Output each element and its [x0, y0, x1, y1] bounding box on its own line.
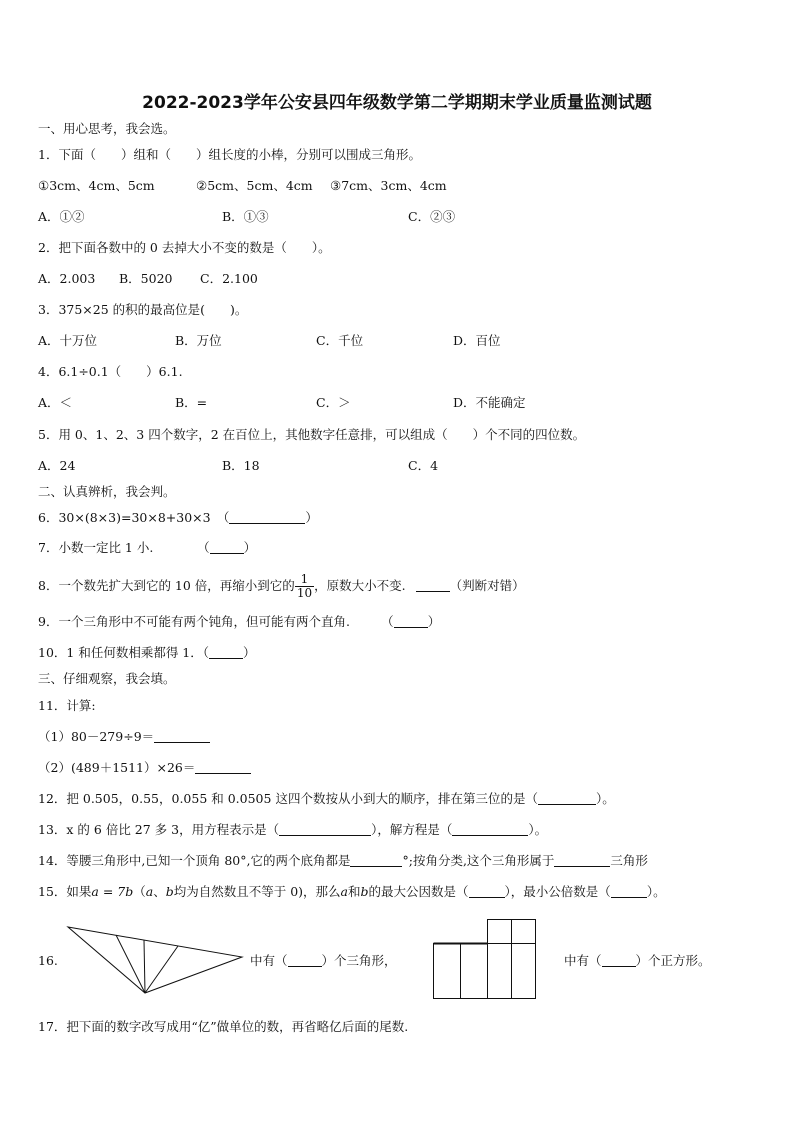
- answer-blank[interactable]: [611, 885, 647, 898]
- answer-blank[interactable]: [554, 854, 610, 867]
- answer-blank[interactable]: [394, 615, 428, 628]
- question-6: [38, 510, 318, 526]
- triangle-figure: [66, 923, 248, 995]
- q1-group-1: ①3cm、4cm、5cm: [38, 178, 155, 193]
- answer-blank[interactable]: [195, 761, 251, 774]
- q16-square-text: 中有（: [564, 953, 602, 968]
- answer-blank[interactable]: [210, 541, 244, 554]
- answer-blank[interactable]: [602, 954, 636, 967]
- page-title: 2022-2023学年公安县四年级数学第二学期期末学业质量监测试题: [142, 93, 652, 113]
- q3-option-c[interactable]: C．千位: [316, 333, 364, 348]
- q16-triangle-tail: ）个三角形，: [321, 953, 397, 968]
- q16-triangle-text: 中有（: [250, 953, 288, 968]
- section-heading-1: 一、用心思考，我会选。: [38, 121, 176, 136]
- q13-text-mid: ），解方程是（: [371, 822, 453, 837]
- q8-tail: （判断对错）: [449, 578, 525, 593]
- q11-part-1-text: （1）80－279÷9＝: [38, 729, 155, 744]
- q15-text-2: （: [133, 884, 146, 899]
- q4-option-d[interactable]: D．不能确定: [453, 395, 526, 410]
- answer-blank[interactable]: [538, 792, 596, 805]
- question-3: 3．375×25 的积的最高位是( )。: [38, 302, 248, 317]
- question-17: 17．把下面的数字改写成用“亿”做单位的数，再省略亿后面的尾数.: [38, 1019, 409, 1034]
- question-13: [38, 822, 547, 838]
- q9-text: 9．一个三角形中不可能有两个钝角，但可能有两个直角. （: [38, 614, 394, 629]
- q15-text-3: 、: [153, 884, 166, 899]
- q14-text: 14．等腰三角形中,已知一个顶角 80°,它的两个底角都是: [38, 853, 351, 868]
- question-2: 2．把下面各数中的 0 去掉大小不变的数是（ ）。: [38, 240, 331, 255]
- question-8: [38, 571, 525, 601]
- q1-group-3: ③7cm、3cm、4cm: [330, 178, 447, 193]
- q6-tail: ）: [305, 510, 318, 525]
- q15-var-b: b: [165, 884, 174, 899]
- fraction-numerator: 1: [295, 573, 314, 587]
- question-10: [38, 645, 256, 661]
- q2-option-c[interactable]: C．2.100: [200, 271, 258, 286]
- question-9: [38, 614, 440, 630]
- q15-text-5: 和: [348, 884, 361, 899]
- q4-option-a[interactable]: A．＜: [38, 395, 73, 410]
- q4-option-b[interactable]: B．=: [175, 395, 208, 410]
- q11-part-2-text: （2）(489＋1511）×26＝: [38, 760, 196, 775]
- q12-tail: ）。: [595, 791, 615, 806]
- question-14: [38, 853, 648, 869]
- q7-tail: ）: [243, 540, 257, 555]
- q15-text-6: 的最大公因数是（: [368, 884, 469, 899]
- question-1: 1．下面（ ）组和（ ）组长度的小棒，分别可以围成三角形。: [38, 147, 421, 162]
- q5-option-a[interactable]: A．24: [38, 458, 76, 473]
- q3-option-a[interactable]: A．十万位: [38, 333, 98, 348]
- q4-option-c[interactable]: C．＞: [316, 395, 351, 410]
- q14-tail: 三角形: [610, 853, 648, 868]
- q16-square-question: [564, 953, 711, 969]
- q15-text-4: 均为自然数且不等于 0)，那么: [173, 884, 341, 899]
- q12-text: 12．把 0.505，0.55，0.055 和 0.0505 这四个数按从小到大的顺序，排在第三位的是（: [38, 791, 538, 806]
- question-15: [38, 884, 666, 900]
- question-16-number: 16.: [38, 953, 58, 968]
- q14-text-mid: °;按角分类,这个三角形属于: [402, 853, 555, 868]
- q1-option-b[interactable]: B．①③: [222, 209, 269, 224]
- q9-tail: ）: [427, 614, 441, 629]
- answer-blank[interactable]: [416, 579, 450, 592]
- question-11: 11．计算:: [38, 698, 96, 713]
- fraction-one-tenth: [295, 573, 314, 600]
- q16-triangle-question: [250, 953, 397, 969]
- q10-text: 10．1 和任何数相乘都得 1．（: [38, 645, 210, 660]
- q3-option-b[interactable]: B．万位: [175, 333, 222, 348]
- q15-tail: ）。: [646, 884, 666, 899]
- question-4: 4．6.1÷0.1（ ）6.1.: [38, 364, 183, 379]
- q3-option-d[interactable]: D．百位: [453, 333, 501, 348]
- q1-group-2: ②5cm、5cm、4cm: [196, 178, 313, 193]
- q15-text-7: ），最小公倍数是（: [504, 884, 611, 899]
- q11-part-1: [38, 729, 210, 745]
- section-heading-3: 三、仔细观察，我会填。: [38, 671, 176, 686]
- q1-option-c[interactable]: C．②③: [408, 209, 456, 224]
- answer-blank[interactable]: [154, 730, 210, 743]
- q15-var-a-2: a: [340, 884, 348, 899]
- q2-option-a[interactable]: A．2.003: [38, 271, 96, 286]
- q5-option-b[interactable]: B．18: [222, 458, 260, 473]
- answer-blank[interactable]: [288, 954, 322, 967]
- q15-var-b-2: b: [360, 884, 369, 899]
- q10-tail: ）: [243, 645, 256, 660]
- answer-blank[interactable]: [452, 823, 528, 836]
- answer-blank[interactable]: [209, 646, 243, 659]
- q8-text: 8．一个数先扩大到它的 10 倍，再缩小到它的: [38, 578, 295, 593]
- q7-text: 7．小数一定比 1 小. （: [38, 540, 210, 555]
- q8-text-post: ，原数大小不变.: [314, 578, 406, 593]
- section-heading-2: 二、认真辨析，我会判。: [38, 484, 176, 499]
- q15-equation: a = 7b: [91, 884, 134, 899]
- question-5: 5．用 0、1、2、3 四个数字，2 在百位上，其他数字任意排，可以组成（ ）个不同的四位数。: [38, 427, 586, 442]
- q5-option-c[interactable]: C．4: [408, 458, 439, 473]
- answer-blank[interactable]: [469, 885, 505, 898]
- answer-blank[interactable]: [229, 511, 305, 524]
- answer-blank[interactable]: [350, 854, 402, 867]
- squares-figure: [432, 918, 538, 1000]
- q1-option-a[interactable]: A．①②: [38, 209, 85, 224]
- fraction-denominator: 10: [296, 586, 313, 600]
- q13-text: 13．x 的 6 倍比 27 多 3，用方程表示是（: [38, 822, 280, 837]
- question-7: [38, 540, 256, 556]
- q11-part-2: [38, 760, 251, 776]
- question-12: [38, 791, 615, 807]
- q15-text-1: 15．如果: [38, 884, 92, 899]
- answer-blank[interactable]: [279, 823, 371, 836]
- q2-option-b[interactable]: B．5020: [119, 271, 173, 286]
- q13-tail: ）。: [528, 822, 548, 837]
- q15-var-a: a: [145, 884, 154, 899]
- q16-square-tail: ）个正方形。: [635, 953, 711, 968]
- q6-text: 6．30×(8×3)=30×8+30×3 （: [38, 510, 230, 525]
